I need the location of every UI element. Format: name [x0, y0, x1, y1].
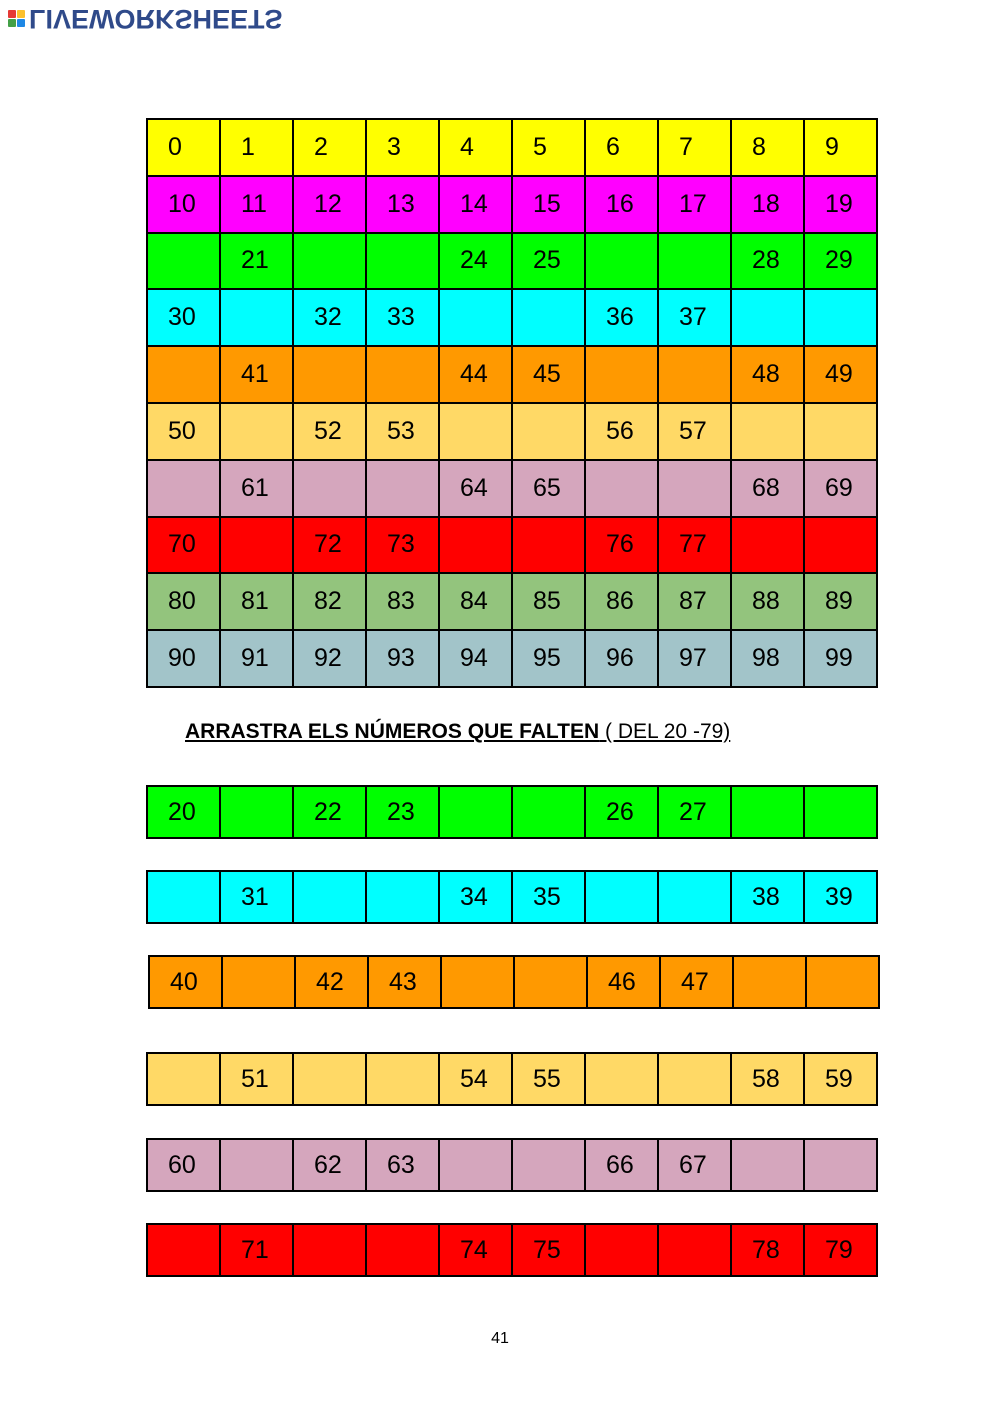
empty-drop-cell[interactable]	[806, 956, 879, 1008]
number-cell: 33	[366, 289, 439, 346]
number-cell: 46	[587, 956, 660, 1008]
number-cell: 92	[293, 630, 366, 687]
grid-row	[147, 786, 877, 838]
number-cell: 19	[804, 176, 877, 233]
answer-strip-40s	[148, 955, 880, 1009]
empty-drop-cell[interactable]	[658, 346, 731, 403]
number-cell: 28	[731, 233, 804, 290]
empty-drop-cell[interactable]	[366, 1053, 439, 1105]
empty-drop-cell[interactable]	[585, 871, 658, 923]
answer-strip-30s	[146, 870, 878, 924]
empty-drop-cell[interactable]	[733, 956, 806, 1008]
number-cell: 55	[512, 1053, 585, 1105]
number-cell: 98	[731, 630, 804, 687]
number-cell: 79	[804, 1224, 877, 1276]
empty-drop-cell[interactable]	[804, 1139, 877, 1191]
empty-drop-cell[interactable]	[585, 1053, 658, 1105]
empty-drop-cell[interactable]	[731, 517, 804, 574]
empty-drop-cell[interactable]	[658, 1224, 731, 1276]
empty-drop-cell[interactable]	[658, 871, 731, 923]
empty-drop-cell[interactable]	[585, 346, 658, 403]
empty-drop-cell[interactable]	[147, 233, 220, 290]
number-cell: 58	[731, 1053, 804, 1105]
number-cell: 10	[147, 176, 220, 233]
grid-row	[147, 1224, 877, 1276]
number-cell: 27	[658, 786, 731, 838]
answer-strip-20s	[146, 785, 878, 839]
empty-drop-cell[interactable]	[366, 346, 439, 403]
number-cell: 64	[439, 460, 512, 517]
empty-drop-cell[interactable]	[512, 517, 585, 574]
empty-drop-cell[interactable]	[439, 1139, 512, 1191]
number-cell: 89	[804, 573, 877, 630]
logo-text: LIVEWORKSHEETS	[29, 3, 283, 34]
empty-drop-cell[interactable]	[366, 460, 439, 517]
number-cell: 44	[439, 346, 512, 403]
empty-drop-cell[interactable]	[220, 289, 293, 346]
number-cell: 20	[147, 786, 220, 838]
grid-row	[147, 1053, 877, 1105]
number-cell: 76	[585, 517, 658, 574]
empty-drop-cell[interactable]	[293, 233, 366, 290]
logo-block	[17, 10, 25, 18]
number-cell: 96	[585, 630, 658, 687]
empty-drop-cell[interactable]	[366, 1224, 439, 1276]
number-cell: 35	[512, 871, 585, 923]
number-cell: 42	[295, 956, 368, 1008]
number-cell: 82	[293, 573, 366, 630]
number-cell: 97	[658, 630, 731, 687]
number-cell: 14	[439, 176, 512, 233]
empty-drop-cell[interactable]	[220, 786, 293, 838]
number-cell: 43	[368, 956, 441, 1008]
empty-drop-cell[interactable]	[220, 517, 293, 574]
answer-strip-60s	[146, 1138, 878, 1192]
answer-strip-70s	[146, 1223, 878, 1277]
empty-drop-cell[interactable]	[293, 871, 366, 923]
empty-drop-cell[interactable]	[514, 956, 587, 1008]
number-cell: 16	[585, 176, 658, 233]
number-cell: 94	[439, 630, 512, 687]
number-cell: 62	[293, 1139, 366, 1191]
number-cell: 5	[512, 119, 585, 176]
number-cell: 80	[147, 573, 220, 630]
number-cell: 56	[585, 403, 658, 460]
number-cell: 75	[512, 1224, 585, 1276]
number-cell: 60	[147, 1139, 220, 1191]
empty-drop-cell[interactable]	[658, 1053, 731, 1105]
empty-drop-cell[interactable]	[293, 1053, 366, 1105]
empty-drop-cell[interactable]	[804, 786, 877, 838]
number-cell: 49	[804, 346, 877, 403]
number-cell: 7	[658, 119, 731, 176]
empty-drop-cell[interactable]	[439, 786, 512, 838]
empty-drop-cell[interactable]	[293, 346, 366, 403]
grid-row	[147, 871, 877, 923]
empty-drop-cell[interactable]	[147, 346, 220, 403]
empty-drop-cell[interactable]	[512, 1139, 585, 1191]
number-cell: 84	[439, 573, 512, 630]
number-cell: 12	[293, 176, 366, 233]
number-cell: 83	[366, 573, 439, 630]
number-cell: 63	[366, 1139, 439, 1191]
number-cell: 99	[804, 630, 877, 687]
number-cell: 31	[220, 871, 293, 923]
grid-row	[147, 630, 877, 687]
grid-row	[147, 517, 877, 574]
number-cell: 95	[512, 630, 585, 687]
grid-row	[147, 289, 877, 346]
number-cell: 6	[585, 119, 658, 176]
number-cell: 66	[585, 1139, 658, 1191]
empty-drop-cell[interactable]	[293, 460, 366, 517]
number-cell: 65	[512, 460, 585, 517]
number-cell: 13	[366, 176, 439, 233]
number-cell: 8	[731, 119, 804, 176]
number-cell: 9	[804, 119, 877, 176]
number-cell: 34	[439, 871, 512, 923]
empty-drop-cell[interactable]	[804, 403, 877, 460]
number-cell: 38	[731, 871, 804, 923]
empty-drop-cell[interactable]	[147, 1053, 220, 1105]
empty-drop-cell[interactable]	[585, 1224, 658, 1276]
number-cell: 52	[293, 403, 366, 460]
logo-block	[17, 19, 25, 27]
number-cell: 17	[658, 176, 731, 233]
empty-drop-cell[interactable]	[439, 289, 512, 346]
number-cell: 85	[512, 573, 585, 630]
empty-drop-cell[interactable]	[512, 403, 585, 460]
empty-drop-cell[interactable]	[220, 403, 293, 460]
number-cell: 40	[149, 956, 222, 1008]
empty-drop-cell[interactable]	[147, 460, 220, 517]
number-cell: 29	[804, 233, 877, 290]
number-cell: 78	[731, 1224, 804, 1276]
grid-row	[147, 460, 877, 517]
grid-row	[147, 1139, 877, 1191]
instruction-heading	[185, 720, 730, 744]
answer-strip-50s	[146, 1052, 878, 1106]
logo-block	[8, 10, 16, 18]
number-cell: 18	[731, 176, 804, 233]
grid-row	[147, 233, 877, 290]
empty-drop-cell[interactable]	[731, 1139, 804, 1191]
instruction-range-text: ( DEL 20 -79)	[599, 720, 731, 743]
number-cell: 71	[220, 1224, 293, 1276]
number-cell: 70	[147, 517, 220, 574]
empty-drop-cell[interactable]	[293, 1224, 366, 1276]
number-cell: 22	[293, 786, 366, 838]
number-cell: 88	[731, 573, 804, 630]
empty-drop-cell[interactable]	[220, 1139, 293, 1191]
empty-drop-cell[interactable]	[731, 289, 804, 346]
empty-drop-cell[interactable]	[804, 517, 877, 574]
grid-row	[147, 403, 877, 460]
number-cell: 3	[366, 119, 439, 176]
empty-drop-cell[interactable]	[658, 460, 731, 517]
empty-drop-cell[interactable]	[147, 1224, 220, 1276]
empty-drop-cell[interactable]	[366, 233, 439, 290]
number-cell: 90	[147, 630, 220, 687]
number-cell: 36	[585, 289, 658, 346]
page-number: 41	[491, 1330, 509, 1347]
empty-drop-cell[interactable]	[512, 289, 585, 346]
empty-drop-cell[interactable]	[585, 233, 658, 290]
empty-drop-cell[interactable]	[512, 786, 585, 838]
logo-blocks-icon	[8, 10, 25, 27]
number-cell: 32	[293, 289, 366, 346]
empty-drop-cell[interactable]	[439, 517, 512, 574]
grid-row	[147, 346, 877, 403]
liveworksheets-logo	[8, 4, 283, 32]
number-cell: 15	[512, 176, 585, 233]
number-cell: 87	[658, 573, 731, 630]
number-cell: 1	[220, 119, 293, 176]
number-cell: 86	[585, 573, 658, 630]
grid-row	[147, 119, 877, 176]
number-cell: 11	[220, 176, 293, 233]
number-cell: 45	[512, 346, 585, 403]
number-cell: 4	[439, 119, 512, 176]
number-cell: 93	[366, 630, 439, 687]
number-cell: 51	[220, 1053, 293, 1105]
number-cell: 69	[804, 460, 877, 517]
number-cell: 2	[293, 119, 366, 176]
number-cell: 25	[512, 233, 585, 290]
empty-drop-cell[interactable]	[731, 403, 804, 460]
number-cell: 59	[804, 1053, 877, 1105]
number-cell: 24	[439, 233, 512, 290]
hundreds-chart	[146, 118, 878, 688]
number-cell: 37	[658, 289, 731, 346]
number-cell: 68	[731, 460, 804, 517]
number-cell: 39	[804, 871, 877, 923]
empty-drop-cell[interactable]	[731, 786, 804, 838]
empty-drop-cell[interactable]	[441, 956, 514, 1008]
number-cell: 81	[220, 573, 293, 630]
number-cell: 67	[658, 1139, 731, 1191]
empty-drop-cell[interactable]	[222, 956, 295, 1008]
number-cell: 21	[220, 233, 293, 290]
number-cell: 74	[439, 1224, 512, 1276]
number-cell: 61	[220, 460, 293, 517]
logo-block	[8, 19, 16, 27]
empty-drop-cell[interactable]	[147, 871, 220, 923]
number-cell: 91	[220, 630, 293, 687]
number-cell: 0	[147, 119, 220, 176]
number-cell: 54	[439, 1053, 512, 1105]
number-cell: 77	[658, 517, 731, 574]
empty-drop-cell[interactable]	[439, 403, 512, 460]
empty-drop-cell[interactable]	[366, 871, 439, 923]
number-cell: 72	[293, 517, 366, 574]
number-cell: 41	[220, 346, 293, 403]
grid-row	[147, 176, 877, 233]
number-cell: 23	[366, 786, 439, 838]
empty-drop-cell[interactable]	[658, 233, 731, 290]
number-cell: 50	[147, 403, 220, 460]
instruction-bold-text: ARRASTRA ELS NÚMEROS QUE FALTEN	[185, 720, 600, 743]
number-cell: 57	[658, 403, 731, 460]
number-cell: 30	[147, 289, 220, 346]
number-cell: 73	[366, 517, 439, 574]
number-cell: 47	[660, 956, 733, 1008]
number-cell: 26	[585, 786, 658, 838]
grid-row	[149, 956, 879, 1008]
empty-drop-cell[interactable]	[804, 289, 877, 346]
number-cell: 53	[366, 403, 439, 460]
number-cell: 48	[731, 346, 804, 403]
empty-drop-cell[interactable]	[585, 460, 658, 517]
grid-row	[147, 573, 877, 630]
